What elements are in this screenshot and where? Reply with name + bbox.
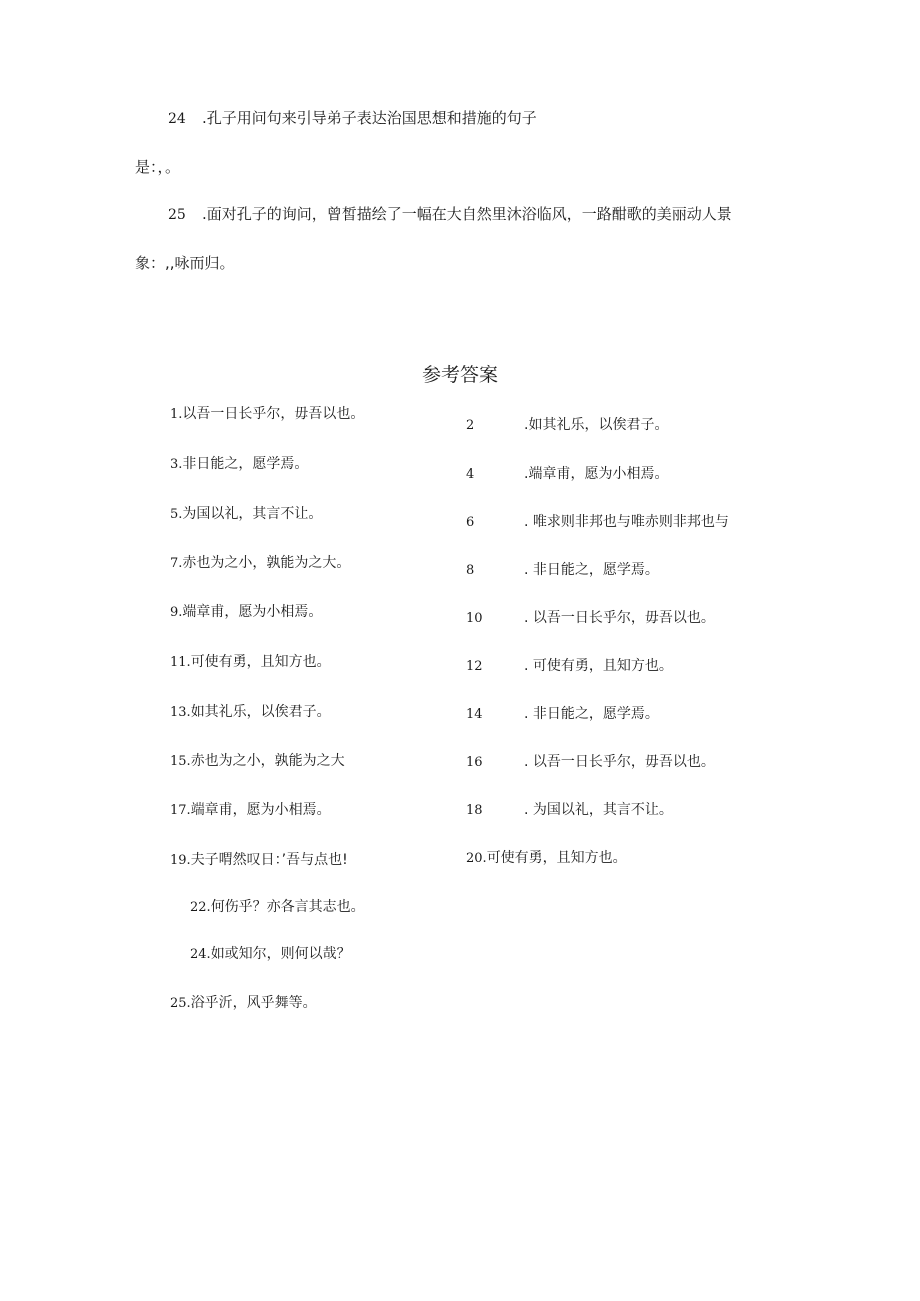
question-text-continued: 象：,,咏而归。: [135, 254, 235, 272]
answer-text: . 为国以礼，其言不让。: [524, 802, 673, 818]
answer-text: 以吾一日长乎尔，毋吾以也。: [182, 406, 365, 422]
question-text-continued: 是：，。: [135, 158, 181, 176]
answer-text: 浴乎沂，风乎舞等。: [190, 995, 317, 1011]
answer-number: 18: [466, 803, 483, 818]
answer-item: [190, 944, 351, 965]
answer-text: 端章甫，愿为小相焉。: [190, 802, 331, 818]
answer-text: 端章甫，愿为小相焉。: [182, 604, 323, 620]
answer-item: [466, 752, 715, 773]
answer-item: [466, 704, 659, 725]
answer-number: 24.: [190, 947, 211, 962]
question-text: .孔子用问句来引导弟子表达治国思想和措施的句子: [202, 109, 537, 127]
answer-number: 9.: [170, 605, 183, 620]
answer-item: [170, 404, 364, 425]
answer-number: 15.: [170, 754, 191, 769]
answer-item: [466, 848, 627, 869]
answer-number: 19.: [170, 853, 191, 868]
answer-text: 赤也为之小，孰能为之大。: [182, 555, 351, 571]
answer-text: . 以吾一日长乎尔，毋吾以也。: [524, 610, 715, 626]
answer-item: [170, 504, 322, 525]
answer-number: 11.: [170, 655, 191, 670]
answer-text: .端章甫，愿为小相焉。: [524, 466, 669, 482]
answer-number: 16: [466, 755, 483, 770]
answer-text: . 非日能之，愿学焉。: [524, 706, 659, 722]
answer-item: [170, 993, 317, 1014]
answer-item: [466, 656, 673, 677]
answer-item: [170, 751, 345, 772]
question-number: 24: [168, 111, 186, 127]
answer-number: 4: [466, 467, 475, 482]
answer-number: 5.: [170, 507, 183, 522]
answer-text: 何伤乎？亦各言其志也。: [210, 899, 365, 915]
answer-number: 8: [466, 563, 475, 578]
answer-number: 17.: [170, 803, 191, 818]
question-number: 25: [168, 207, 186, 223]
question-25-line2: [135, 253, 235, 273]
answer-text: .如其礼乐，以俟君子。: [524, 417, 669, 433]
answer-text: . 可使有勇，且知方也。: [524, 658, 673, 674]
answer-item: [170, 553, 350, 574]
answer-item: [466, 512, 729, 533]
answer-number: 3.: [170, 457, 183, 472]
answer-text: 为国以礼，其言不让。: [182, 506, 323, 522]
answer-text: 可使有勇，且知方也。: [190, 654, 331, 670]
answer-item: [466, 464, 668, 485]
answer-item: [466, 800, 673, 821]
answer-text: . 以吾一日长乎尔，毋吾以也。: [524, 754, 715, 770]
answer-text: 如或知尔，则何以哉？: [210, 946, 351, 962]
answer-number: 22.: [190, 900, 211, 915]
answer-text: 可使有勇，且知方也。: [486, 850, 627, 866]
question-24-line1: [168, 108, 537, 129]
answer-text: 如其礼乐，以俟君子。: [190, 704, 331, 720]
answer-item: [170, 800, 331, 821]
question-25-line1: [168, 204, 732, 225]
answer-number: 6: [466, 515, 475, 530]
answers-title: 参考答案: [421, 364, 498, 386]
answer-text: 非日能之，愿学焉。: [182, 456, 309, 472]
answer-item: [170, 702, 331, 723]
answer-item: [466, 560, 659, 581]
answer-text: . 非日能之，愿学焉。: [524, 562, 659, 578]
answer-text: 赤也为之小，孰能为之大: [190, 753, 345, 769]
answer-item: [170, 652, 331, 673]
answer-number: 1.: [170, 407, 183, 422]
answer-number: 20.: [466, 851, 487, 866]
answer-number: 2: [466, 418, 475, 433]
answer-text: 夫子喟然叹日：’吾与点也!: [190, 852, 348, 868]
answer-number: 10: [466, 611, 483, 626]
answer-text: . 唯求则非邦也与唯赤则非邦也与: [524, 514, 729, 530]
answer-item: [170, 454, 308, 475]
answer-number: 12: [466, 659, 483, 674]
answer-number: 25.: [170, 996, 191, 1011]
answer-number: 7.: [170, 556, 183, 571]
question-24-line2: [135, 157, 180, 177]
answer-item: [170, 850, 348, 871]
answer-number: 13.: [170, 705, 191, 720]
answer-item: [190, 897, 365, 918]
answer-item: [466, 415, 668, 436]
answer-number: 14: [466, 707, 483, 722]
question-text: .面对孔子的询问，曾皙描绘了一幅在大自然里沐浴临风，一路酣歌的美丽动人景: [202, 205, 732, 223]
answer-item: [170, 602, 322, 623]
answer-item: [466, 608, 715, 629]
